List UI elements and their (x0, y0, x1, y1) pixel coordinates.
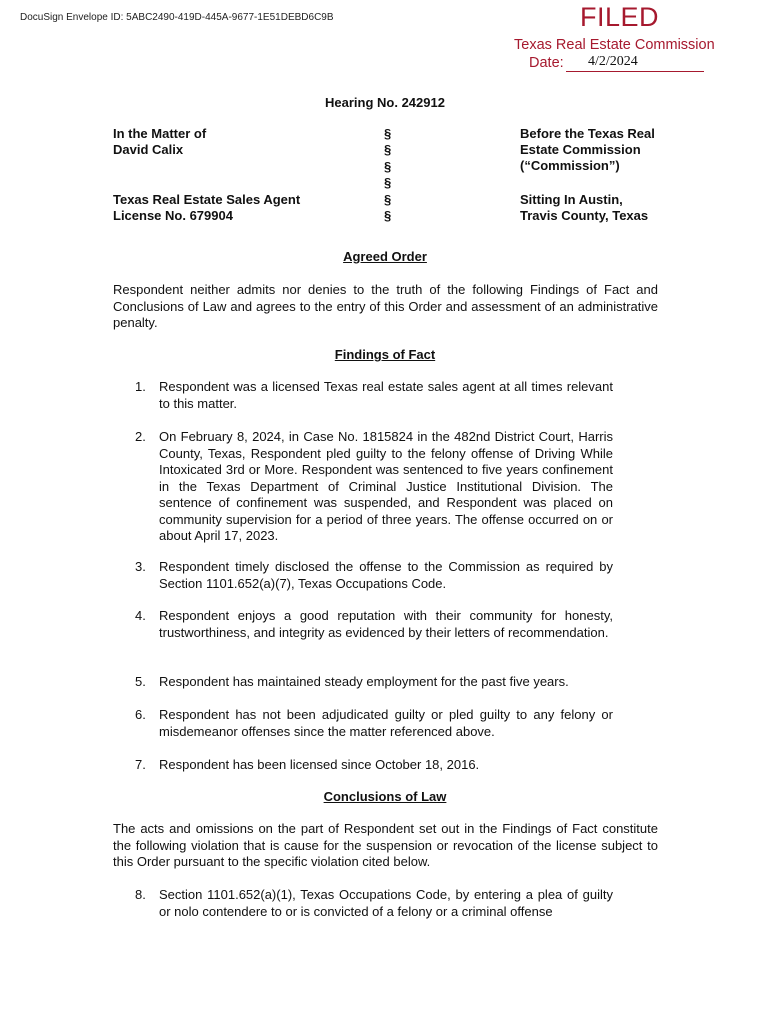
conclusion-item (135, 887, 613, 920)
finding-text: Respondent timely disclosed the offense to the Commission as required by Section 1101.652(a)(7), Texas Occupations Code. (159, 559, 613, 591)
caption-left-2: David Calix (113, 142, 184, 157)
caption-left-3: Texas Real Estate Sales Agent (113, 192, 301, 207)
finding-text: Respondent was a licensed Texas real estate sales agent at all times relevant to this matter. (159, 379, 613, 411)
stamp-filed-text: FILED (580, 2, 660, 32)
section-symbol: § (384, 208, 392, 224)
section-symbols (384, 126, 391, 224)
caption-right-5: Travis County, Texas (520, 208, 649, 223)
conclusions-intro: The acts and omissions on the part of Respondent set out in the Findings of Fact constitute the following violation that is cause for the suspension or revocation of the license subject to this Order pursuant to the specific violation cited below. (113, 821, 658, 869)
finding-number: 5. (135, 674, 146, 689)
section-symbol: § (384, 191, 392, 207)
finding-item (135, 608, 613, 641)
hearing-number: Hearing No. 242912 (325, 95, 445, 110)
finding-text: Respondent has been licensed since October 18, 2016. (159, 757, 480, 772)
finding-item (135, 429, 613, 545)
stamp-date-label: Date: (529, 55, 564, 71)
finding-item (135, 379, 613, 412)
caption-right-4: Sitting In Austin, (520, 192, 623, 207)
finding-number: 3. (135, 559, 146, 574)
finding-text: Respondent has maintained steady employment for the past five years. (159, 674, 569, 689)
caption-right-1: Before the Texas Real (520, 126, 655, 141)
finding-item (135, 674, 613, 691)
finding-number: 1. (135, 379, 146, 394)
finding-item (135, 707, 613, 740)
title-agreed-order: Agreed Order (343, 249, 427, 264)
conclusions-heading: Conclusions of Law (323, 789, 447, 804)
envelope-id: DocuSign Envelope ID: 5ABC2490-419D-445A-9677-1E51DEBD6C9B (20, 12, 334, 23)
findings-heading: Findings of Fact (334, 347, 436, 362)
caption-right-2: Estate Commission (520, 142, 641, 157)
intro-paragraph: Respondent neither admits nor denies to the truth of the following Findings of Fact and Conclusions of Law and agrees to the entry of this Order and assessment of an administrative penalty. (113, 282, 658, 330)
caption-left-1: In the Matter of (113, 126, 207, 141)
conclusion-text: Section 1101.652(a)(1), Texas Occupations Code, by entering a plea of guilty or nolo contendere to or is convicted of a felony or a criminal offense (159, 887, 613, 919)
finding-number: 2. (135, 429, 146, 444)
stamp-commission: Texas Real Estate Commission (514, 37, 715, 53)
conclusion-number: 8. (135, 887, 146, 902)
finding-number: 4. (135, 608, 146, 623)
section-symbol: § (384, 175, 392, 191)
finding-item (135, 757, 613, 774)
section-symbol: § (384, 142, 392, 158)
finding-text: Respondent enjoys a good reputation with their community for honesty, trustworthiness, and integrity as evidenced by their letters of recommendation. (159, 608, 613, 640)
finding-number: 7. (135, 757, 146, 772)
section-symbol: § (384, 126, 392, 141)
section-symbol: § (384, 158, 392, 174)
caption-right-3: (“Commission”) (520, 158, 620, 173)
caption-left-4: License No. 679904 (113, 208, 233, 223)
finding-text: On February 8, 2024, in Case No. 1815824 in the 482nd District Court, Harris County, Texas, Respondent pled guilty to the felony offense of Driving While Intoxicated 3rd or More. Respondent was sentenced to five years confinement in the Texas Department of Criminal Justice Institutional Division. The sentence of confinement was suspended, and Respondent was placed on community supervision for a period of three years. The offense occurred on or about April 17, 2023. (159, 429, 613, 543)
finding-item (135, 559, 613, 592)
finding-number: 6. (135, 707, 146, 722)
stamp-date-value: 4/2/2024 (588, 54, 638, 69)
finding-text: Respondent has not been adjudicated guilty or pled guilty to any felony or misdemeanor offenses since the matter referenced above. (159, 707, 613, 739)
